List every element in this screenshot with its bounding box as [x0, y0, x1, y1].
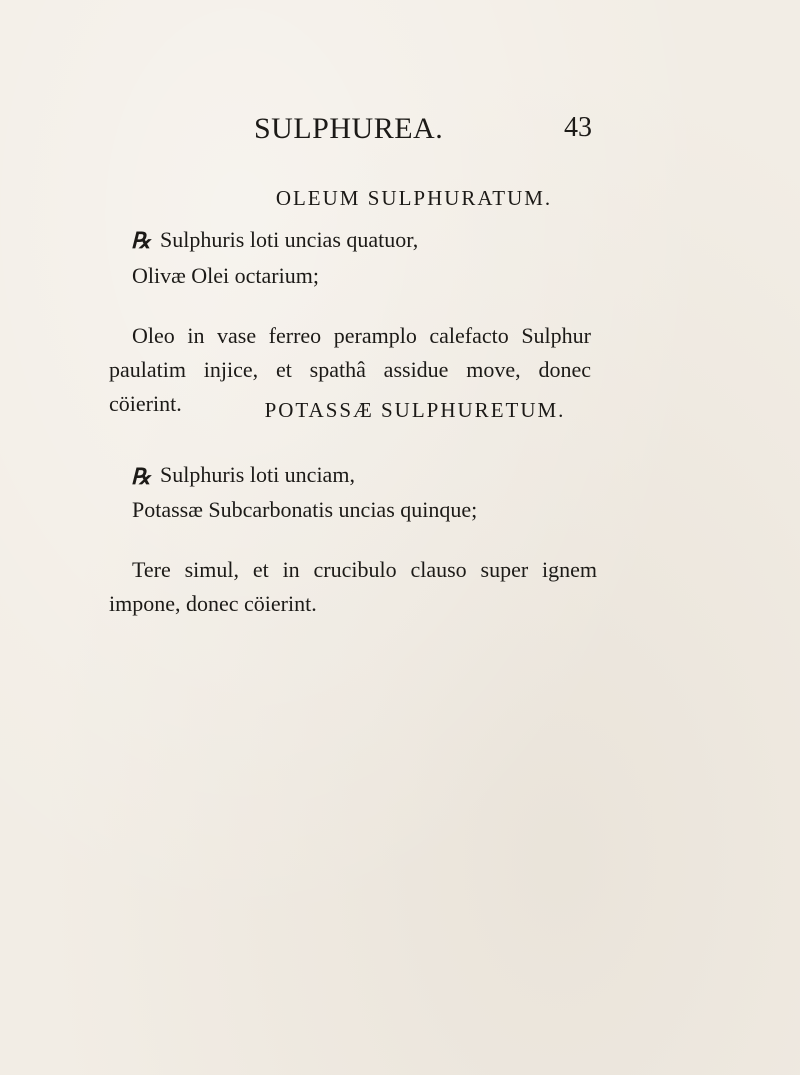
- running-head: [0, 112, 800, 152]
- section-heading-oleum-sulphuratum: OLEUM SULPHURATUM.: [275, 186, 553, 210]
- instruction-line: paulatim injice, et spathâ assidue move, donec: [109, 357, 591, 382]
- ingredient-line: Sulphuris loti unciam,: [160, 462, 355, 487]
- ingredient-line: Olivæ Olei octarium;: [132, 263, 319, 288]
- instruction-line: cöierint.: [109, 391, 182, 416]
- page-number: 43: [564, 112, 592, 143]
- ingredient-line: Sulphuris loti uncias quatuor,: [160, 227, 419, 252]
- running-title: SULPHUREA.: [254, 112, 444, 145]
- recipe-sign: ℞: [131, 464, 151, 489]
- instruction-line: Tere simul, et in crucibulo clauso super ignem: [132, 557, 597, 582]
- instruction-line: Oleo in vase ferreo peramplo calefacto Sulphur: [132, 323, 591, 348]
- section-heading-potassae-sulphuretum: POTASSÆ SULPHURETUM.: [264, 398, 566, 422]
- ingredient-line: Potassæ Subcarbonatis uncias quinque;: [132, 497, 478, 522]
- recipe-sign: ℞: [131, 228, 151, 253]
- instruction-line: impone, donec cöierint.: [109, 591, 317, 616]
